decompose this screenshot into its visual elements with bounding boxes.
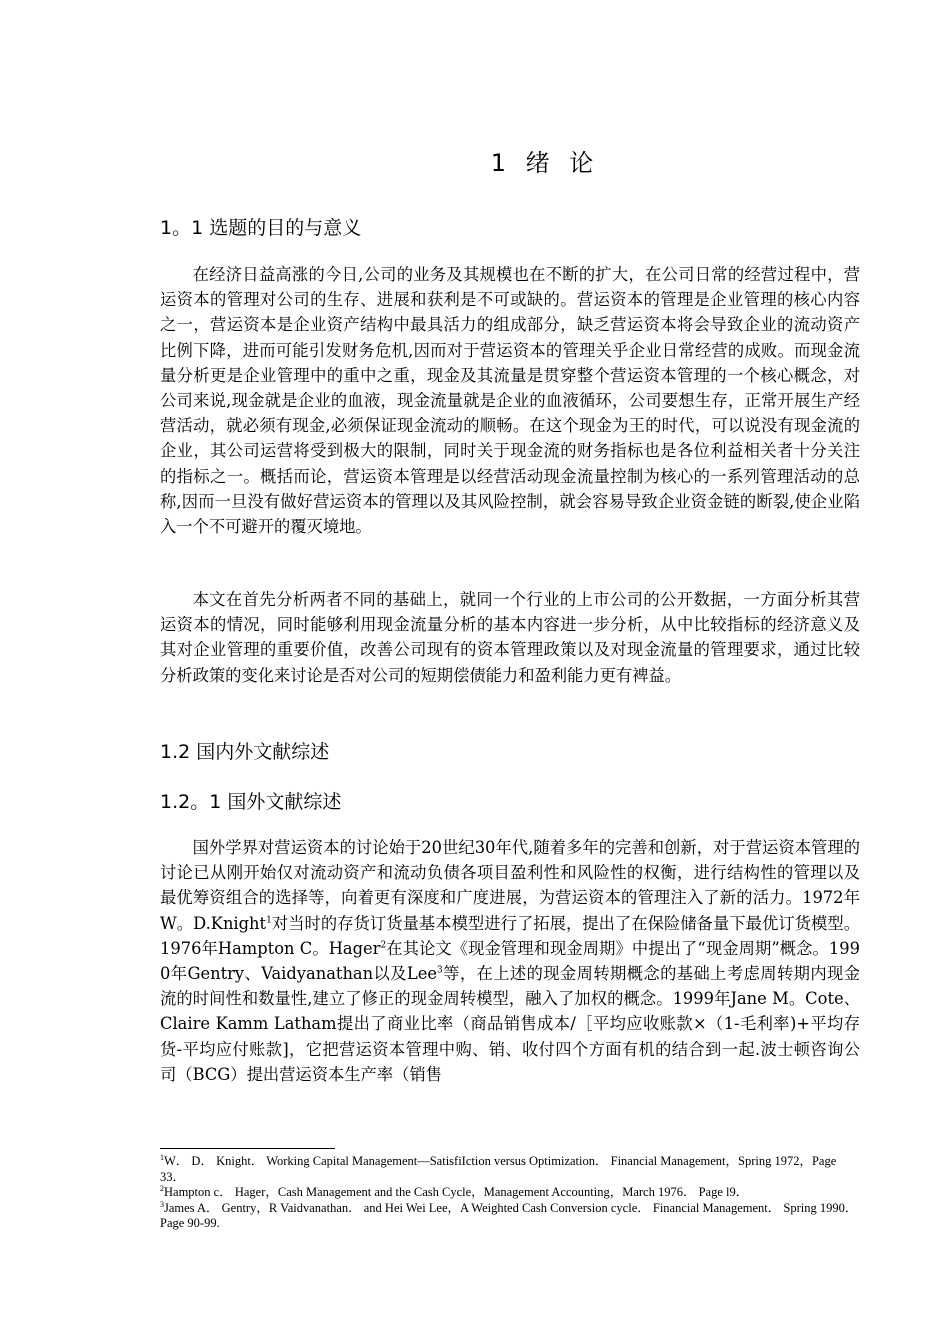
paragraph-text-segment: 等，在上述的现金周转期概念的基础上考虑周转期内现金流的时间性和数量性,建立了修正的现金周转模型，融入了加权的概念。1999年Jane M。Cote、Claire Kamm Latham提出了商业比率（商品销售成本/［平均应收账款×（1-毛利率)+平均存货-平均应付账款]，它把营运资本管理中购、销、收付四个方面有机的结合到一起.波士顿咨询公司（BCG）提出营运资本生产率（销售: [160, 964, 860, 1084]
section-heading-1-2: 1.2 国内外文献综述: [160, 741, 330, 763]
footnote-text: James A． Gentry，R Vaidvanathan． and Hei Wei Lee，A Weighted Cash Conversion cycle． Financial Management． Spring 1990． Page 90-99.: [160, 1200, 858, 1230]
footnote-2: [160, 1185, 860, 1201]
section-1-2-1-paragraph-1: [160, 835, 860, 1087]
footnotes: [160, 1154, 860, 1232]
paragraph-text-segment: 国外学界对营运资本的讨论始于20世纪30年代,随着多年的完善和创新，对于营运资本管理的讨论已从刚开始仅对流动资产和流动负债各项目盈利性和风险性的权衡，进行结构性的管理以及最优筹资组合的选择等，向着更有深度和广度进展，为营运资本的管理注入了新的活力。1972年W。D.Knight: [160, 838, 860, 933]
footnote-mark: 2: [160, 1183, 164, 1193]
section-heading-1-1: 1。1 选题的目的与意义: [160, 217, 362, 239]
section-heading-1-2-1: 1.2。1 国外文献综述: [160, 791, 342, 813]
footnote-ref-2: 2: [380, 940, 387, 951]
footnote-mark: 1: [160, 1152, 164, 1162]
footnote-1: [160, 1154, 860, 1185]
paragraph-text-segment: 对当时的存货订货量基本模型进行了拓展，提出了在保险储备量下最优订货模型。1976年Hampton C。Hager: [160, 913, 860, 958]
section-1-1-paragraph-1: 在经济日益高涨的今日,公司的业务及其规模也在不断的扩大，在公司日常的经营过程中，营运资本的管理对公司的生存、进展和获利是不可或缺的。营运资本的管理是企业管理的核心内容之一，营运资本是企业资产结构中最具活力的组成部分，缺乏营运资本将会导致企业的流动资产比例下降，进而可能引发财务危机,因而对于营运资本的管理关乎企业日常经营的成败。而现金流量分析更是企业管理中的重中之重，现金及其流量是贯穿整个营运资本管理的一个核心概念，对公司来说,现金就是企业的血液，现金流量就是企业的血液循环，公司要想生存，正常开展生产经营活动，就必须有现金,必须保证现金流动的顺畅。在这个现金为王的时代，可以说没有现金流的企业，其公司运营将受到极大的限制，同时关于现金流的财务指标也是各位利益相关者十分关注的指标之一。概括而论，营运资本管理是以经营活动现金流量控制为核心的一系列管理活动的总称,因而一旦没有做好营运资本的管理以及其风险控制，就会容易导致企业资金链的断裂,使企业陷入一个不可避开的覆灭境地。: [160, 265, 860, 537]
footnote-3: [160, 1201, 860, 1232]
footnote-separator: [160, 1148, 335, 1149]
section-1-1-paragraph-2: 本文在首先分析两者不同的基础上，就同一个行业的上市公司的公开数据，一方面分析其营运资本的情况，同时能够利用现金流量分析的基本内容进一步分析，从中比较指标的经济意义及其对企业管理的重要价值，改善公司现有的资本管理政策以及对现金流量的管理要求，通过比较分析政策的变化来讨论是否对公司的短期偿债能力和盈利能力更有裨益。: [160, 590, 860, 685]
footnote-ref-1: 1: [266, 915, 272, 926]
footnote-ref-3: 3: [437, 965, 443, 976]
footnote-mark: 3: [160, 1199, 164, 1209]
footnote-text: W． D． Knight． Working Capital Management—SatisfiIction versus Optimization． Financial Management，Spring 1972，Page 33．: [160, 1154, 837, 1184]
footnote-text: Hampton c． Hager，Cash Management and the Cash Cycle，Management Accounting，March 1976． Page l9．: [164, 1185, 749, 1199]
paragraph-text-segment: 在其论文《现金管理和现金周期》中提出了“现金周期”概念。1990年Gentry、Vaidyanathan以及Lee: [160, 938, 860, 984]
chapter-title: 1 绪 论: [490, 149, 600, 177]
